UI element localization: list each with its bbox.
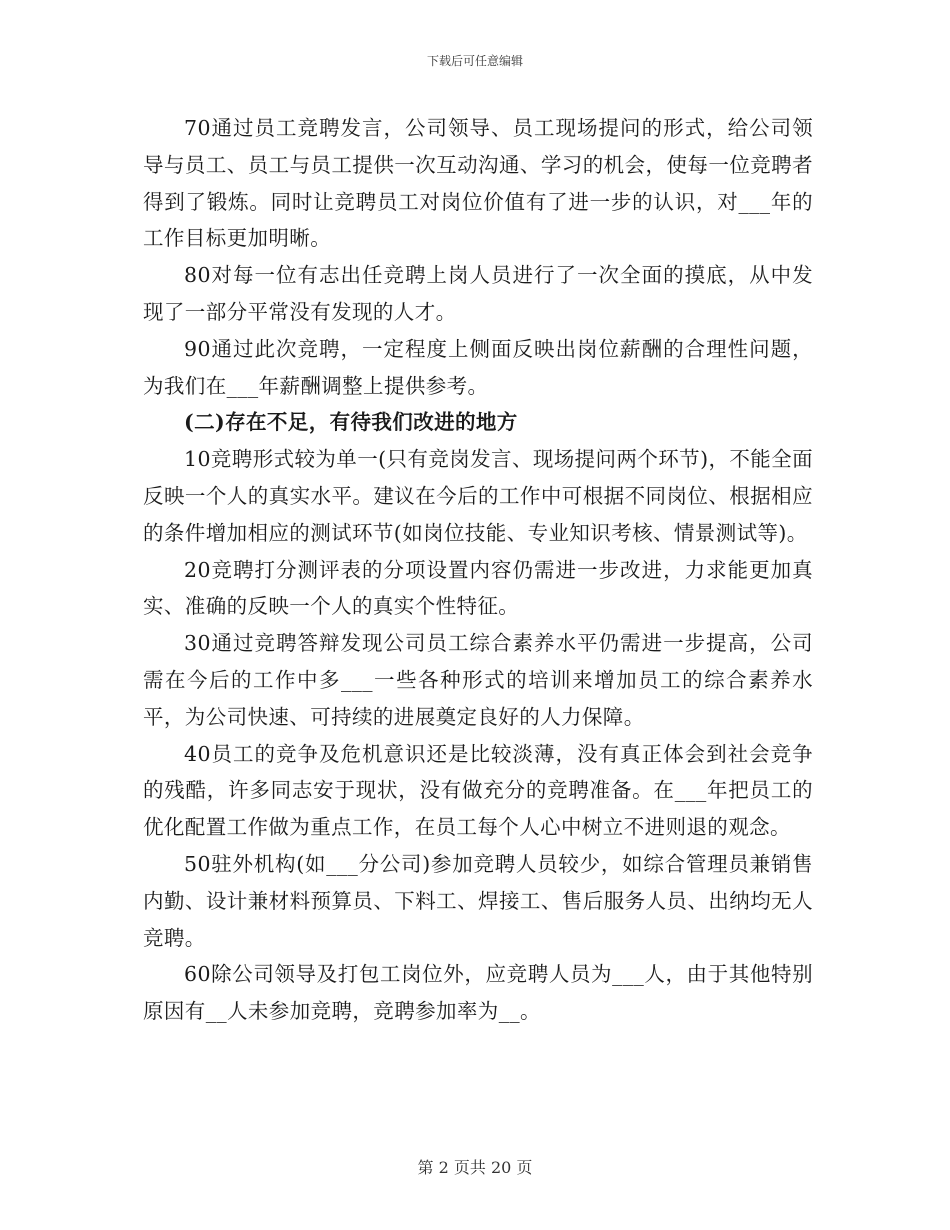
section-heading: (二)存在不足，有待我们改进的地方 [184,410,518,435]
page-footer: 第 2 页共 20 页 [417,1158,533,1177]
paragraph-90: 90通过此次竞聘，一定程度上侧面反映出岗位薪酬的合理性问题，为我们在___年薪酬调整上提供参考。 [143,336,813,398]
paragraph-80: 80对每一位有志出任竞聘上岗人员进行了一次全面的摸底，从中发现了一部分平常没有发现的人才。 [143,263,813,324]
paragraph-70: 70通过员工竞聘发言，公司领导、员工现场提问的形式，给公司领导与员工、员工与员工提供一次互动沟通、学习的机会，使每一位竞聘者得到了锻炼。同时让竞聘员工对岗位价值有了进一步的认识，对___年的工作目标更加明晰。 [143,116,813,251]
paragraph-20: 20竞聘打分测评表的分项设置内容仍需进一步改进，力求能更加真实、准确的反映一个人的真实个性特征。 [143,557,813,619]
paragraph-50: 50驻外机构(如___分公司)参加竞聘人员较少，如综合管理员兼销售内勤、设计兼材料预算员、下料工、焊接工、售后服务人员、出纳均无人竞聘。 [143,851,813,950]
paragraph-30: 30通过竞聘答辩发现公司员工综合素养水平仍需进一步提高，公司需在今后的工作中多___一些各种形式的培训来增加员工的综合素养水平，为公司快速、可持续的进展奠定良好的人力保障。 [143,631,813,729]
page-header: 下载后可任意编辑 [426,54,523,68]
document-body [143,110,813,1030]
paragraph-10: 10竞聘形式较为单一(只有竞岗发言、现场提问两个环节)，不能全面反映一个人的真实水平。建议在今后的工作中可根据不同岗位、根据相应的条件增加相应的测试环节(如岗位技能、专业知识考核、情景测试等)。 [143,447,813,545]
paragraph-60: 60除公司领导及打包工岗位外，应竞聘人员为___人，由于其他特别原因有__人未参加竞聘，竞聘参加率为__。 [143,962,813,1024]
paragraph-40: 40员工的竞争及危机意识还是比较淡薄，没有真正体会到社会竞争的残酷，许多同志安于现状，没有做充分的竞聘准备。在___年把员工的优化配置工作做为重点工作，在员工每个人心中树立不进则退的观念。 [143,741,813,840]
